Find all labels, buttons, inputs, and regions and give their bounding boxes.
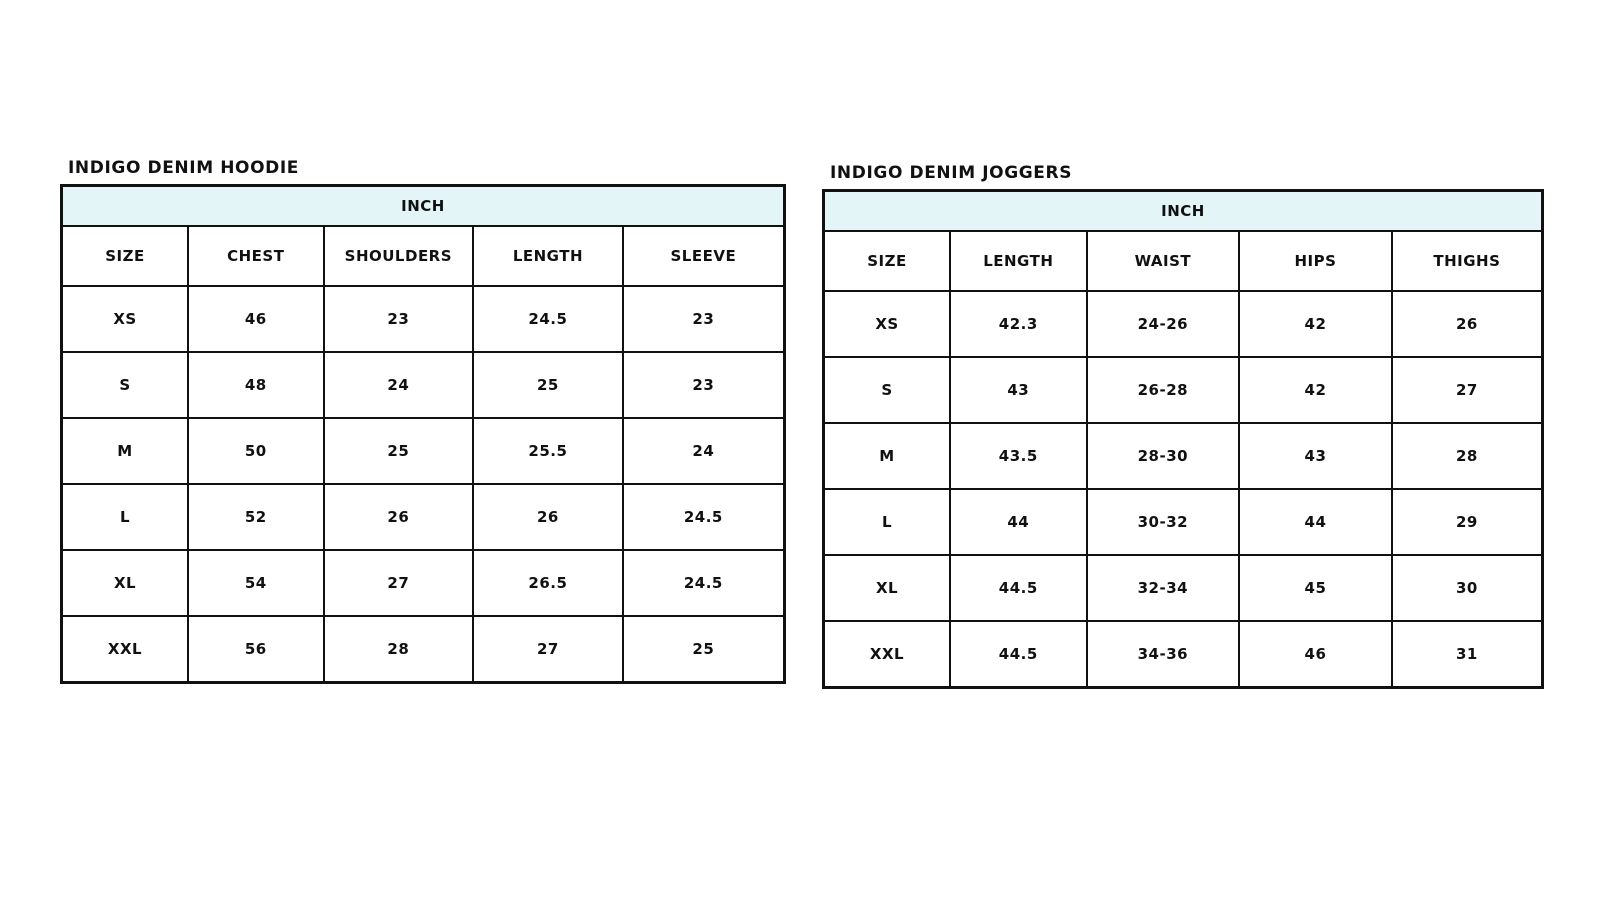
table-cell: 42.3 [950,291,1087,357]
table-cell: 30 [1392,555,1543,621]
size-cell: XL [62,550,189,616]
table-cell: 56 [188,616,324,683]
table-cell: 26.5 [473,550,623,616]
table-row [62,352,785,418]
table-cell: 32-34 [1087,555,1240,621]
table-cell: 26 [1392,291,1543,357]
size-cell: S [62,352,189,418]
column-header: LENGTH [950,231,1087,291]
table-cell: 25 [623,616,785,683]
table-cell: 25.5 [473,418,623,484]
table-cell: 44.5 [950,621,1087,688]
hoodie-size-table [60,184,786,684]
table-row [62,484,785,550]
table-row [824,555,1543,621]
table-cell: 23 [324,286,474,352]
size-cell: L [62,484,189,550]
table-cell: 24-26 [1087,291,1240,357]
column-header: CHEST [188,226,324,286]
column-header: SLEEVE [623,226,785,286]
table-cell: 23 [623,286,785,352]
joggers-size-table [822,189,1544,689]
table-cell: 24 [623,418,785,484]
table-row [824,489,1543,555]
table-cell: 25 [473,352,623,418]
table-row [62,616,785,683]
column-header: WAIST [1087,231,1240,291]
table-cell: 30-32 [1087,489,1240,555]
table-cell: 23 [623,352,785,418]
table-cell: 24.5 [473,286,623,352]
table-cell: 48 [188,352,324,418]
joggers-chart-title: INDIGO DENIM JOGGERS [830,163,1073,183]
table-cell: 44 [1239,489,1392,555]
size-cell: S [824,357,951,423]
hoodie-chart-title: INDIGO DENIM HOODIE [68,158,300,178]
table-cell: 54 [188,550,324,616]
table-cell: 42 [1239,357,1392,423]
size-cell: XS [824,291,951,357]
table-cell: 44.5 [950,555,1087,621]
table-cell: 26 [324,484,474,550]
table-cell: 44 [950,489,1087,555]
size-cell: XXL [824,621,951,688]
table-cell: 29 [1392,489,1543,555]
table-cell: 24.5 [623,484,785,550]
table-cell: 43 [1239,423,1392,489]
table-cell: 27 [1392,357,1543,423]
column-header: HIPS [1239,231,1392,291]
table-cell: 24.5 [623,550,785,616]
hoodie-unit-header: INCH [62,186,785,227]
hoodie-size-chart [60,158,786,684]
column-header: LENGTH [473,226,623,286]
table-cell: 24 [324,352,474,418]
table-row [62,418,785,484]
column-header: THIGHS [1392,231,1543,291]
table-cell: 27 [324,550,474,616]
table-cell: 45 [1239,555,1392,621]
size-cell: M [62,418,189,484]
hoodie-column-headers [62,226,785,286]
size-cell: XXL [62,616,189,683]
table-cell: 28-30 [1087,423,1240,489]
table-cell: 46 [1239,621,1392,688]
column-header: SHOULDERS [324,226,474,286]
table-cell: 43 [950,357,1087,423]
table-cell: 34-36 [1087,621,1240,688]
size-cell: M [824,423,951,489]
table-cell: 52 [188,484,324,550]
column-header: SIZE [62,226,189,286]
size-cell: L [824,489,951,555]
table-row [62,550,785,616]
table-cell: 28 [1392,423,1543,489]
table-cell: 50 [188,418,324,484]
joggers-size-chart [822,163,1544,689]
table-cell: 28 [324,616,474,683]
table-row [824,291,1543,357]
table-cell: 31 [1392,621,1543,688]
table-row [824,621,1543,688]
table-row [62,286,785,352]
table-cell: 26-28 [1087,357,1240,423]
table-row [824,423,1543,489]
table-cell: 25 [324,418,474,484]
table-cell: 26 [473,484,623,550]
table-cell: 43.5 [950,423,1087,489]
table-cell: 27 [473,616,623,683]
size-cell: XS [62,286,189,352]
table-cell: 46 [188,286,324,352]
size-cell: XL [824,555,951,621]
column-header: SIZE [824,231,951,291]
table-cell: 42 [1239,291,1392,357]
joggers-column-headers [824,231,1543,291]
table-row [824,357,1543,423]
joggers-unit-header: INCH [824,191,1543,232]
